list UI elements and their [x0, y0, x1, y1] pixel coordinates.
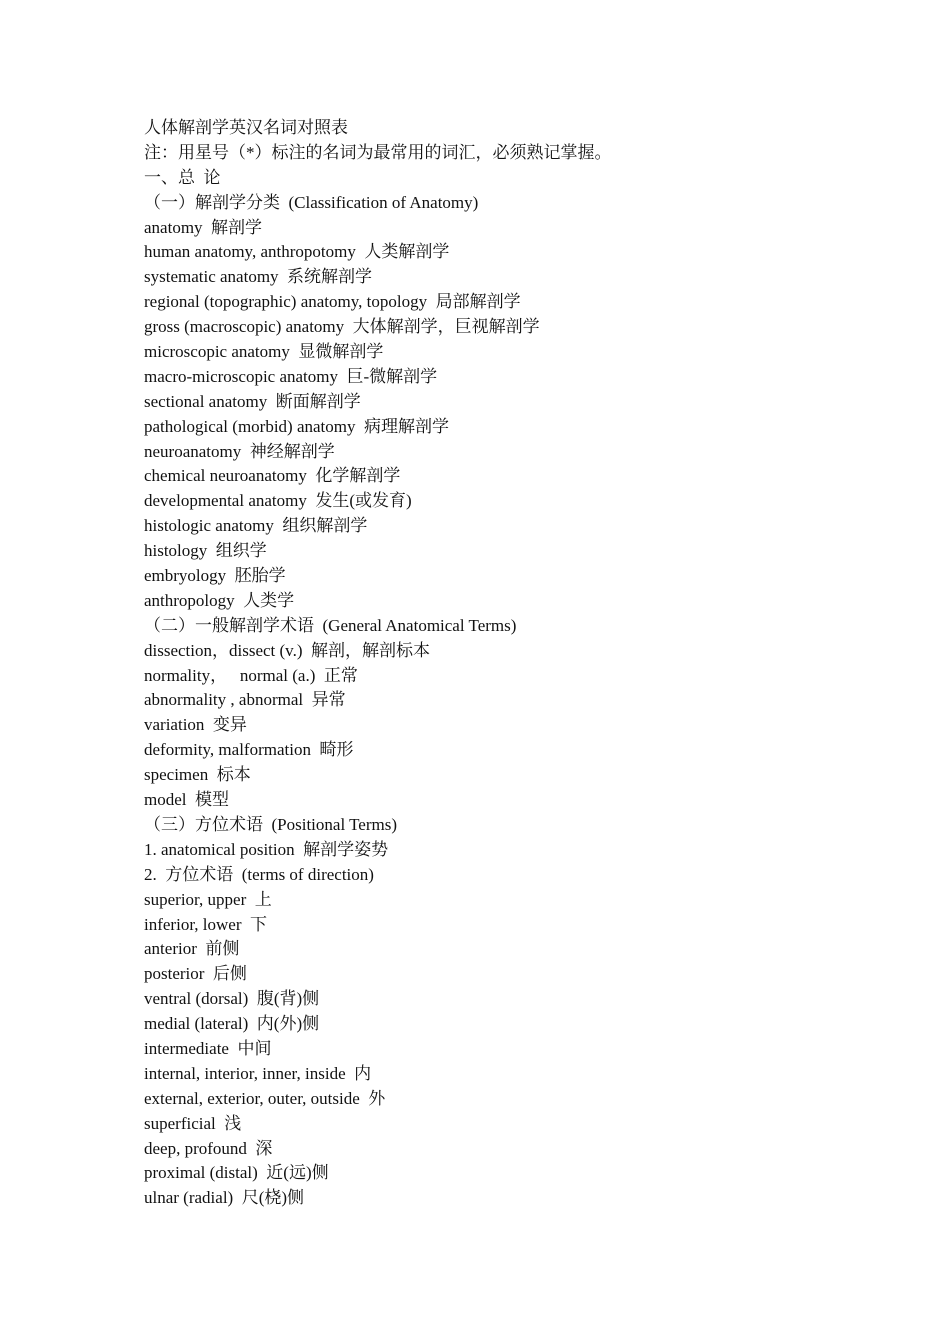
term-line: pathological (morbid) anatomy 病理解剖学 — [144, 416, 449, 436]
term-line: deep, profound 深 — [144, 1138, 273, 1158]
term-line: superficial 浅 — [144, 1113, 242, 1133]
term-line: external, exterior, outer, outside 外 — [144, 1088, 386, 1108]
term-line: normality， normal (a.) 正常 — [144, 665, 358, 685]
term-line: abnormality , abnormal 异常 — [144, 690, 346, 710]
term-line: 2. 方位术语 (terms of direction) — [144, 864, 374, 884]
term-line: chemical neuroanatomy 化学解剖学 — [144, 466, 401, 486]
subsection-heading: （三）方位术语 (Positional Terms) — [144, 814, 398, 834]
term-line: macro-microscopic anatomy 巨-微解剖学 — [144, 366, 438, 386]
term-line: 1. anatomical position 解剖学姿势 — [144, 839, 389, 859]
term-line: human anatomy, anthropotomy 人类解剖学 — [144, 242, 450, 262]
term-line: specimen 标本 — [144, 765, 251, 785]
term-line: superior, upper 上 — [144, 889, 272, 909]
document-text — [144, 116, 904, 1211]
term-line: inferior, lower 下 — [144, 914, 268, 934]
term-line: gross (macroscopic) anatomy 大体解剖学，巨视解剖学 — [144, 317, 540, 337]
term-line: ventral (dorsal) 腹(背)侧 — [144, 989, 320, 1009]
term-line: medial (lateral) 内(外)侧 — [144, 1014, 320, 1034]
term-line: microscopic anatomy 显微解剖学 — [144, 342, 384, 362]
term-line: systematic anatomy 系统解剖学 — [144, 267, 373, 287]
term-line: developmental anatomy 发生(或发育) — [144, 491, 412, 511]
term-line: neuroanatomy 神经解剖学 — [144, 441, 335, 461]
term-line: intermediate 中间 — [144, 1038, 272, 1058]
term-line: internal, interior, inner, inside 内 — [144, 1063, 372, 1083]
term-line: anthropology 人类学 — [144, 590, 295, 610]
term-line: posterior 后侧 — [144, 964, 247, 984]
subsection-heading: （二）一般解剖学术语 (General Anatomical Terms) — [144, 615, 517, 635]
term-line: histology 组织学 — [144, 541, 267, 561]
term-line: model 模型 — [144, 790, 229, 810]
document-title: 人体解剖学英汉名词对照表 — [144, 118, 348, 137]
subsection-heading: （一）解剖学分类 (Classification of Anatomy) — [144, 192, 479, 212]
section-heading: 一、总 论 — [144, 167, 221, 187]
term-line: ulnar (radial) 尺(桡)侧 — [144, 1188, 305, 1208]
term-line: variation 变异 — [144, 715, 247, 735]
term-line: histologic anatomy 组织解剖学 — [144, 516, 368, 536]
term-line: regional (topographic) anatomy, topology 局部解剖学 — [144, 292, 521, 312]
term-line: embryology 胚胎学 — [144, 566, 286, 586]
term-line: anterior 前侧 — [144, 939, 240, 959]
term-line: deformity, malformation 畸形 — [144, 740, 354, 760]
term-line: proximal (distal) 近(远)侧 — [144, 1163, 329, 1183]
term-line: sectional anatomy 断面解剖学 — [144, 391, 361, 411]
term-line: anatomy 解剖学 — [144, 217, 263, 237]
term-line: dissection，dissect (v.) 解剖，解剖标本 — [144, 640, 430, 660]
note-line: 注：用星号（*）标注的名词为最常用的词汇，必须熟记掌握。 — [144, 142, 612, 162]
